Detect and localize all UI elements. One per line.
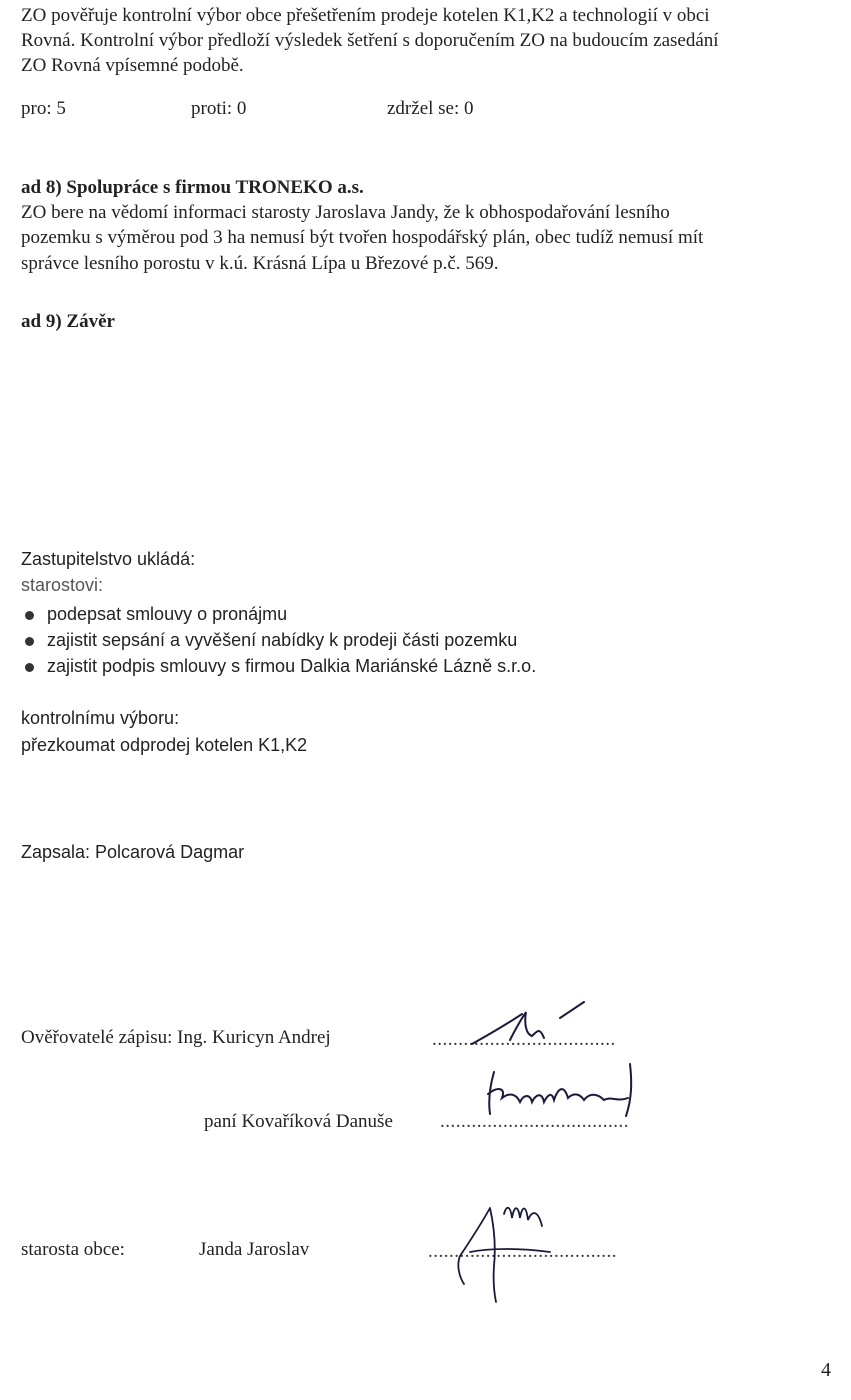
verifier-label: Ověřovatelé zápisu: Ing. Kuricyn Andrej xyxy=(21,1027,331,1048)
signature-kovarikova xyxy=(480,1058,650,1128)
mayor-tasks-label: starostovi: xyxy=(21,575,104,595)
bullet-icon xyxy=(25,611,34,620)
section9-heading: ad 9) Závěr xyxy=(21,311,115,332)
section8-line2: pozemku s výměrou pod 3 ha nemusí být tvořen hospodářský plán, obec tudíž nemusí mít xyxy=(21,227,704,248)
page-number: 4 xyxy=(821,1359,831,1381)
mayor-task-list xyxy=(21,601,536,679)
vote-abstain: zdržel se: 0 xyxy=(387,98,474,119)
signature-janda xyxy=(450,1196,580,1306)
mayor-label: starosta obce: xyxy=(21,1239,125,1260)
section8-line1: ZO bere na vědomí informaci starosty Jaroslava Jandy, že k obhospodařování lesního xyxy=(21,202,670,223)
mayor-name: Janda Jaroslav xyxy=(199,1239,310,1260)
signature-kuricyn xyxy=(460,1000,600,1050)
mayor-task-item: zajistit podpis smlouvy s firmou Dalkia Mariánské Lázně s.r.o. xyxy=(21,653,536,679)
mayor-task-item: podepsat smlouvy o pronájmu xyxy=(21,601,536,627)
recorder: Zapsala: Polcarová Dagmar xyxy=(21,842,245,862)
verifier-second: paní Kovaříková Danuše xyxy=(204,1111,393,1132)
section8-heading: ad 8) Spolupráce s firmou TRONEKO a.s. xyxy=(21,177,364,198)
signature-line: ................................... xyxy=(432,1029,616,1050)
section7-line1: ZO pověřuje kontrolní výbor obce přešetřením prodeje kotelen K1,K2 a technologií v obci xyxy=(21,5,710,26)
bullet-icon xyxy=(25,637,34,646)
section8-line3: správce lesního porostu v k.ú. Krásná Lípa u Březové p.č. 569. xyxy=(21,253,499,274)
committee-tasks-label: kontrolnímu výboru: xyxy=(21,708,180,728)
tasks-title: Zastupitelstvo ukládá: xyxy=(21,549,196,569)
vote-against: proti: 0 xyxy=(191,98,247,119)
bullet-icon xyxy=(25,663,34,672)
vote-for: pro: 5 xyxy=(21,98,66,119)
signature-line: .................................... xyxy=(428,1241,617,1262)
section7-line2: Rovná. Kontrolní výbor předloží výsledek šetření s doporučením ZO na budoucím zasedání xyxy=(21,30,719,51)
mayor-task-item: zajistit sepsání a vyvěšení nabídky k prodeji části pozemku xyxy=(21,627,536,653)
committee-task: přezkoumat odprodej kotelen K1,K2 xyxy=(21,735,308,755)
section7-line3: ZO Rovná vpísemné podobě. xyxy=(21,55,244,76)
signature-line: .................................... xyxy=(440,1111,629,1132)
